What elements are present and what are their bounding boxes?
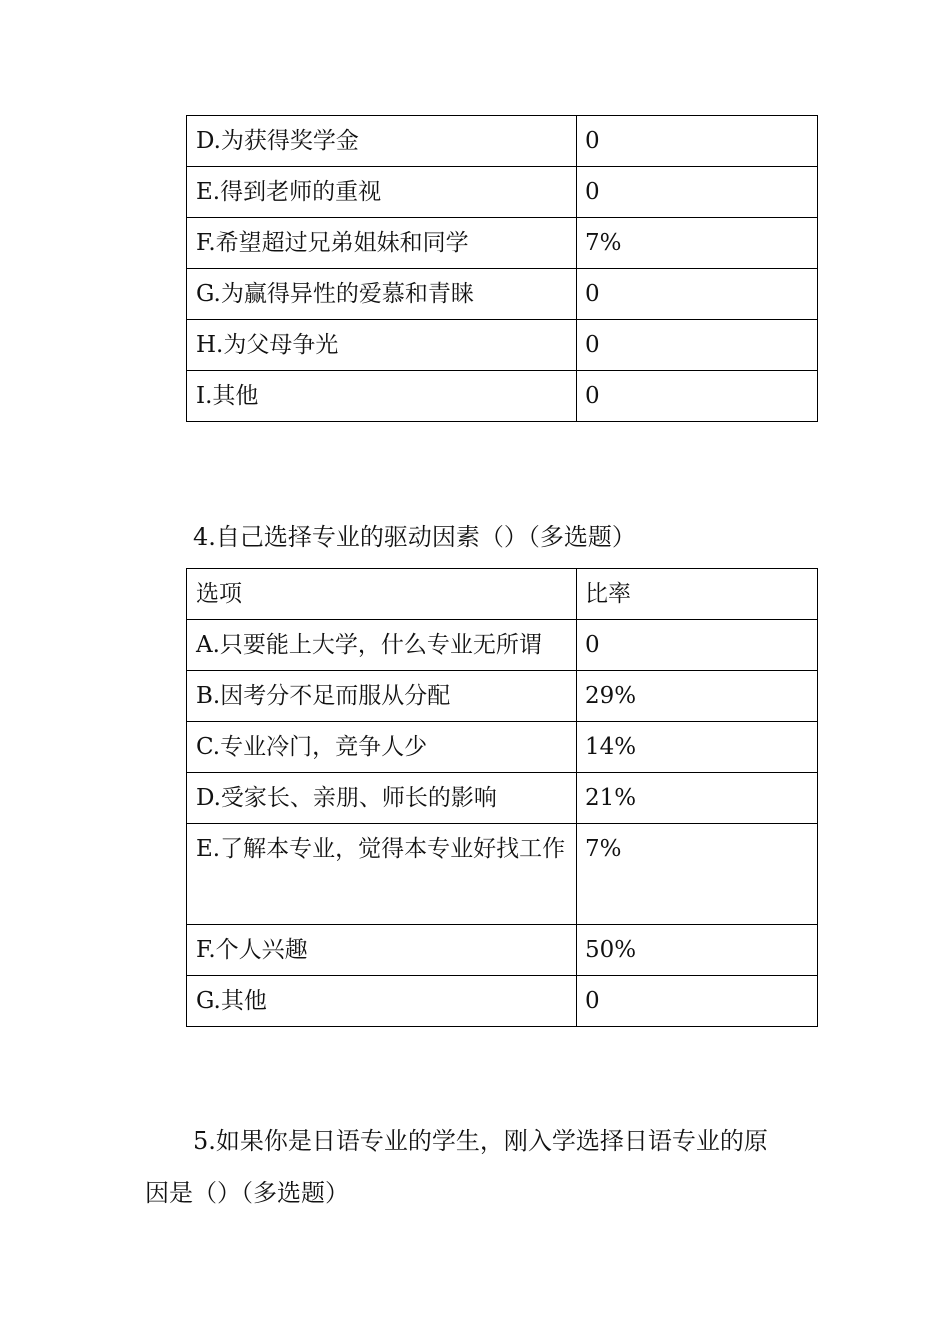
rate-cell: 0: [577, 620, 818, 671]
rate-cell: 0: [577, 269, 818, 320]
table-row: [187, 269, 818, 320]
option-cell: C.专业冷门，竞争人少: [187, 722, 577, 773]
question-4-heading: 4.自己选择专业的驱动因素（）（多选题）: [193, 523, 636, 551]
rate-cell: 0: [577, 371, 818, 422]
rate-cell: 0: [577, 167, 818, 218]
question-5-heading-line-1: 5.如果你是日语专业的学生，刚入学选择日语专业的原: [193, 1127, 768, 1155]
table-row: [187, 371, 818, 422]
table-row: [187, 773, 818, 824]
column-header-rate: 比率: [577, 569, 818, 620]
motivation-table-continued: [186, 115, 818, 422]
option-cell: A.只要能上大学，什么专业无所谓: [187, 620, 577, 671]
rate-cell: 14%: [577, 722, 818, 773]
rate-cell: 0: [577, 976, 818, 1027]
option-cell: D.为获得奖学金: [187, 116, 577, 167]
option-cell: F.希望超过兄弟姐妹和同学: [187, 218, 577, 269]
option-cell: G.其他: [187, 976, 577, 1027]
table-row: [187, 116, 818, 167]
rate-cell: 0: [577, 320, 818, 371]
rate-cell: 21%: [577, 773, 818, 824]
table-row: [187, 824, 818, 925]
rate-cell: 0: [577, 116, 818, 167]
table-row: [187, 320, 818, 371]
option-cell: I.其他: [187, 371, 577, 422]
column-header-option: 选项: [187, 569, 577, 620]
option-cell: G.为赢得异性的爱慕和青睐: [187, 269, 577, 320]
option-cell: E.得到老师的重视: [187, 167, 577, 218]
rate-cell: 50%: [577, 925, 818, 976]
table-header-row: [187, 569, 818, 620]
rate-cell: 7%: [577, 218, 818, 269]
option-cell: F.个人兴趣: [187, 925, 577, 976]
option-cell: E.了解本专业，觉得本专业好找工作: [187, 824, 577, 925]
option-cell: H.为父母争光: [187, 320, 577, 371]
option-cell: D.受家长、亲朋、师长的影响: [187, 773, 577, 824]
table-row: [187, 167, 818, 218]
table-row: [187, 722, 818, 773]
table-row: [187, 925, 818, 976]
table-row: [187, 976, 818, 1027]
rate-cell: 7%: [577, 824, 818, 925]
option-cell: B.因考分不足而服从分配: [187, 671, 577, 722]
table-row: [187, 671, 818, 722]
question-5-heading-line-2: 因是（）（多选题）: [145, 1179, 349, 1207]
table-row: [187, 620, 818, 671]
major-choice-drivers-table: [186, 568, 818, 1027]
rate-cell: 29%: [577, 671, 818, 722]
table-row: [187, 218, 818, 269]
